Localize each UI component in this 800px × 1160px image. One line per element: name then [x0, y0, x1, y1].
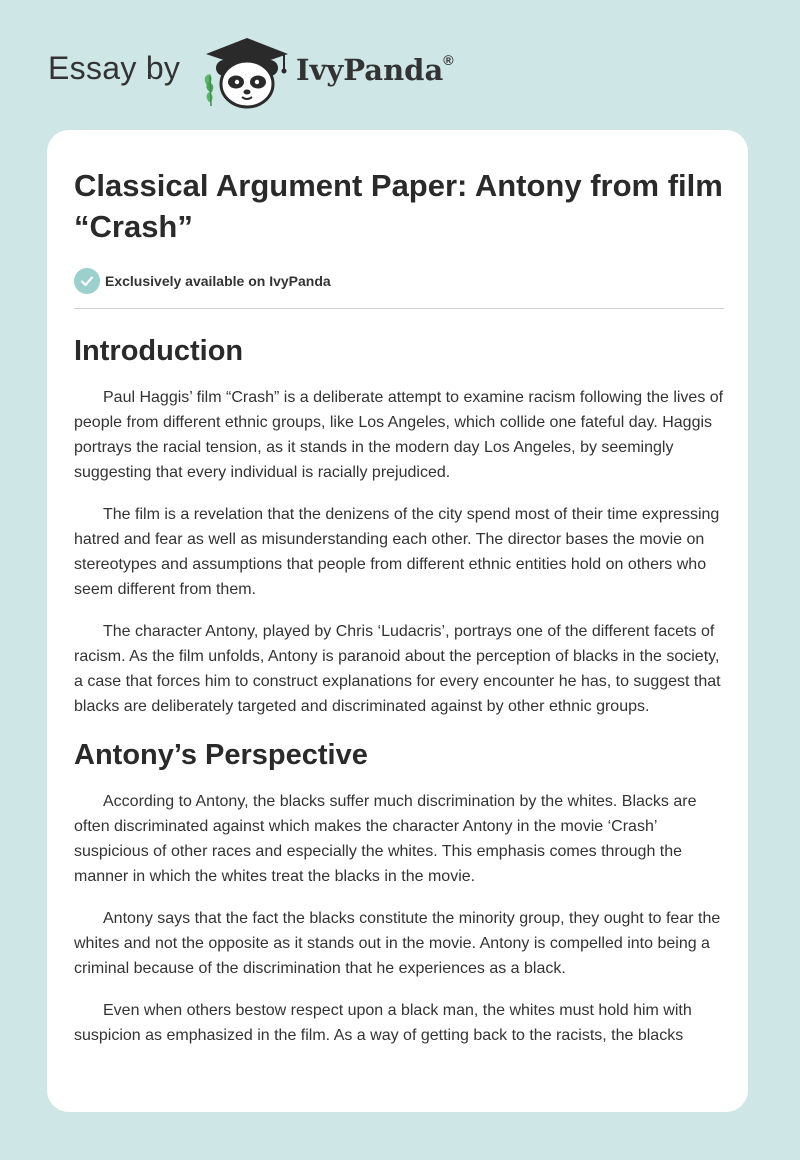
exclusive-badge — [74, 267, 724, 295]
divider — [74, 308, 724, 309]
paragraph: According to Antony, the blacks suffer much discrimination by the whites. Blacks are often discriminated against which makes the character Antony in the movie ‘Crash’ suspicious of other races and especially the whites. This emphasis comes through the manner in which the whites treat the blacks in the movie. — [74, 793, 697, 885]
article-content — [74, 130, 724, 1048]
brand-name-text: IvyPanda — [296, 53, 444, 87]
paragraph: Antony says that the fact the blacks constitute the minority group, they ought to fear the whites and not the opposite as it stands out in the movie. Antony is compelled into being a criminal because of the discrimination that he experiences as a black. — [74, 910, 721, 977]
paragraph: The character Antony, played by Chris ‘Ludacris’, portrays one of the different facets of racism. As the film unfolds, Antony is paranoid about the perception of blacks in the society, a case that forces him to construct explanations for every encounter he has, to suggest that blacks are deliberately targeted and discriminated against by other ethnic groups. — [74, 623, 721, 715]
brand-name[interactable] — [296, 53, 454, 87]
article-card — [47, 130, 748, 1112]
registered-mark: ® — [443, 52, 454, 69]
section-heading-introduction: Introduction — [74, 335, 244, 367]
site-header — [0, 0, 800, 130]
article-title: Classical Argument Paper: Antony from film “Crash” — [74, 168, 723, 244]
panda-logo-icon[interactable] — [200, 36, 295, 110]
section-heading-antonys-perspective: Antony’s Perspective — [74, 739, 368, 771]
paragraph: The film is a revelation that the denizens of the city spend most of their time expressing hatred and fear as well as misunderstanding each other. The director bases the movie on stereotypes and assumptions that people from different ethnic entities hold on others who seem different from them. — [74, 506, 720, 598]
paragraph: Even when others bestow respect upon a black man, the whites must hold him with suspicion as emphasized in the film. As a way of getting back to the racists, the blacks — [74, 1002, 692, 1044]
exclusive-label: Exclusively available on IvyPanda — [105, 273, 331, 289]
paragraph: Paul Haggis’ film “Crash” is a deliberate attempt to examine racism following the lives of people from different ethnic groups, like Los Angeles, which collide one fateful day. Haggis portrays the racial tension, as it stands in the modern day Los Angeles, by seemingly suggesting that every individual is racially prejudiced. — [74, 389, 724, 481]
check-icon — [74, 268, 100, 294]
essay-by-label: Essay by — [48, 50, 181, 86]
